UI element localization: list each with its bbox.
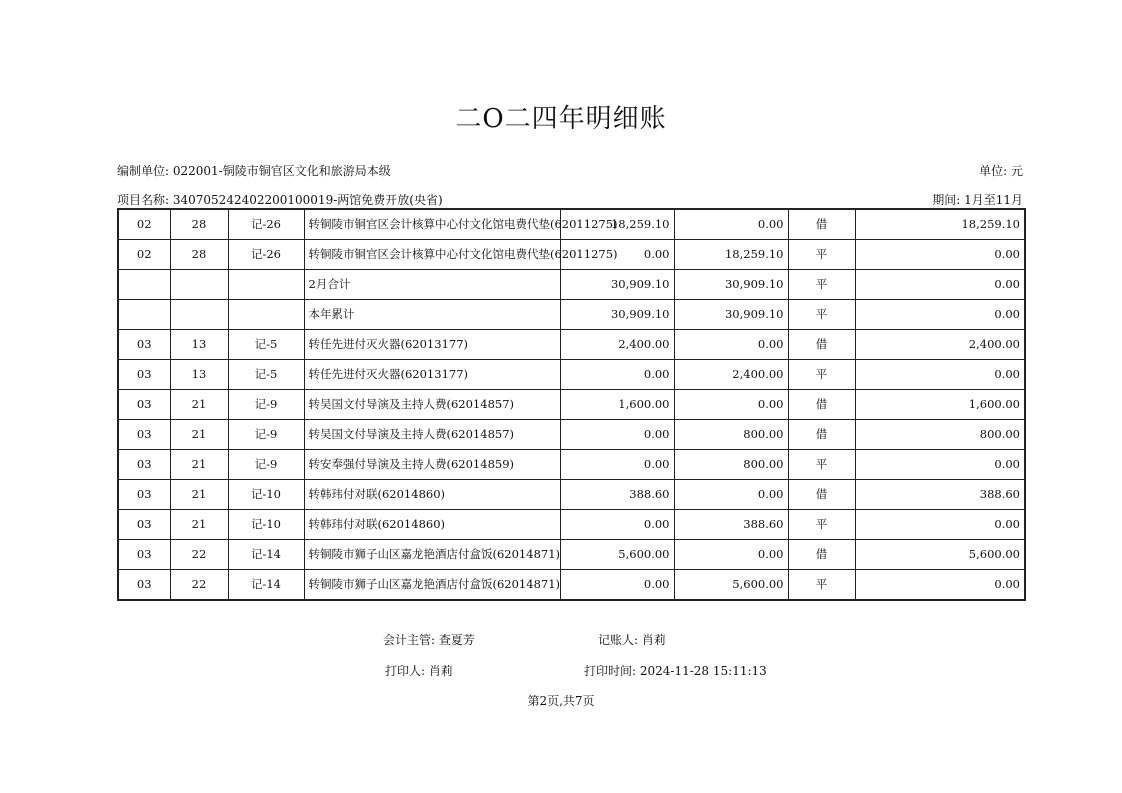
debit-cell: 0.00 xyxy=(560,570,674,601)
table-row xyxy=(118,420,1025,450)
ledger-body xyxy=(118,209,1025,600)
direction-cell: 借 xyxy=(788,209,855,240)
month-cell: 02 xyxy=(118,240,170,270)
debit-cell: 30,909.10 xyxy=(560,270,674,300)
credit-cell: 0.00 xyxy=(674,330,788,360)
print-time-label: 打印时间: xyxy=(584,664,637,678)
month-cell: 03 xyxy=(118,390,170,420)
table-row xyxy=(118,330,1025,360)
direction-cell: 借 xyxy=(788,480,855,510)
direction-cell: 平 xyxy=(788,300,855,330)
credit-cell: 2,400.00 xyxy=(674,360,788,390)
credit-cell: 0.00 xyxy=(674,540,788,570)
balance-cell: 0.00 xyxy=(855,510,1025,540)
summary-cell: 转铜陵市狮子山区嘉龙艳酒店付盒饭(62014871) xyxy=(304,540,560,570)
direction-cell: 借 xyxy=(788,330,855,360)
summary-cell: 转吴国文付导演及主持人费(62014857) xyxy=(304,420,560,450)
balance-cell: 0.00 xyxy=(855,570,1025,601)
debit-cell: 1,600.00 xyxy=(560,390,674,420)
period-field xyxy=(932,191,1023,208)
month-cell: 03 xyxy=(118,360,170,390)
month-cell: 03 xyxy=(118,570,170,601)
debit-cell: 5,600.00 xyxy=(560,540,674,570)
credit-cell: 800.00 xyxy=(674,420,788,450)
voucher-cell: 记-5 xyxy=(228,360,304,390)
bookkeeper-field xyxy=(598,631,666,648)
debit-cell: 0.00 xyxy=(560,450,674,480)
voucher-cell: 记-26 xyxy=(228,240,304,270)
table-row xyxy=(118,209,1025,240)
bookkeeper-label: 记账人: xyxy=(598,633,639,647)
page-number: 第2页,共7页 xyxy=(527,694,595,708)
table-row xyxy=(118,480,1025,510)
period-value: 1月至11月 xyxy=(964,193,1023,207)
debit-cell: 0.00 xyxy=(560,510,674,540)
summary-cell: 转铜陵市铜官区会计核算中心付文化馆电费代垫(62011275) xyxy=(304,240,560,270)
credit-cell: 18,259.10 xyxy=(674,240,788,270)
print-time-value: 2024-11-28 15:11:13 xyxy=(639,664,767,678)
table-row xyxy=(118,570,1025,601)
day-cell: 13 xyxy=(170,360,228,390)
table-row xyxy=(118,450,1025,480)
credit-cell: 0.00 xyxy=(674,390,788,420)
balance-cell: 5,600.00 xyxy=(855,540,1025,570)
header-meta-project xyxy=(117,191,1023,208)
balance-cell: 2,400.00 xyxy=(855,330,1025,360)
summary-cell: 本年累计 xyxy=(304,300,560,330)
printer-value: 肖莉 xyxy=(428,664,453,678)
debit-cell: 388.60 xyxy=(560,480,674,510)
day-cell: 13 xyxy=(170,330,228,360)
debit-cell: 2,400.00 xyxy=(560,330,674,360)
month-cell: 03 xyxy=(118,450,170,480)
supervisor-label: 会计主管: xyxy=(383,633,436,647)
table-row xyxy=(118,300,1025,330)
direction-cell: 借 xyxy=(788,540,855,570)
credit-cell: 30,909.10 xyxy=(674,300,788,330)
voucher-cell: 记-14 xyxy=(228,570,304,601)
table-row xyxy=(118,510,1025,540)
supervisor-field xyxy=(383,631,475,648)
summary-cell: 2月合计 xyxy=(304,270,560,300)
table-row xyxy=(118,540,1025,570)
voucher-cell: 记-9 xyxy=(228,390,304,420)
month-cell xyxy=(118,270,170,300)
organization-field xyxy=(117,162,391,179)
ledger-table xyxy=(117,208,1026,601)
direction-cell: 平 xyxy=(788,240,855,270)
balance-cell: 800.00 xyxy=(855,420,1025,450)
balance-cell: 18,259.10 xyxy=(855,209,1025,240)
balance-cell: 0.00 xyxy=(855,450,1025,480)
credit-cell: 30,909.10 xyxy=(674,270,788,300)
page-title: 二O二四年明细账 xyxy=(455,104,667,134)
summary-cell: 转吴国文付导演及主持人费(62014857) xyxy=(304,390,560,420)
direction-cell: 借 xyxy=(788,390,855,420)
supervisor-value: 查夏芳 xyxy=(438,633,475,647)
project-field xyxy=(117,191,443,208)
table-row xyxy=(118,390,1025,420)
currency-field xyxy=(979,162,1023,179)
day-cell: 21 xyxy=(170,480,228,510)
voucher-cell: 记-10 xyxy=(228,480,304,510)
period-label: 期间: xyxy=(932,193,961,207)
voucher-cell xyxy=(228,300,304,330)
direction-cell: 平 xyxy=(788,510,855,540)
summary-cell: 转韩玮付对联(62014860) xyxy=(304,510,560,540)
summary-cell: 转安奉强付导演及主持人费(62014859) xyxy=(304,450,560,480)
debit-cell: 18,259.10 xyxy=(560,209,674,240)
debit-cell: 0.00 xyxy=(560,420,674,450)
project-label: 项目名称: xyxy=(117,193,170,207)
day-cell: 21 xyxy=(170,390,228,420)
voucher-cell: 记-14 xyxy=(228,540,304,570)
summary-cell: 转铜陵市狮子山区嘉龙艳酒店付盒饭(62014871) xyxy=(304,570,560,601)
voucher-cell: 记-26 xyxy=(228,209,304,240)
summary-cell: 转铜陵市铜官区会计核算中心付文化馆电费代垫(62011275) xyxy=(304,209,560,240)
month-cell xyxy=(118,300,170,330)
day-cell: 28 xyxy=(170,209,228,240)
bookkeeper-value: 肖莉 xyxy=(641,633,666,647)
direction-cell: 平 xyxy=(788,270,855,300)
project-value: 340705242402200100019-两馆免费开放(央省) xyxy=(172,193,443,207)
debit-cell: 0.00 xyxy=(560,360,674,390)
balance-cell: 0.00 xyxy=(855,300,1025,330)
credit-cell: 0.00 xyxy=(674,209,788,240)
table-row xyxy=(118,360,1025,390)
header-meta-unit xyxy=(117,162,1023,179)
day-cell: 22 xyxy=(170,540,228,570)
voucher-cell: 记-9 xyxy=(228,420,304,450)
currency-label: 单位: xyxy=(979,164,1008,178)
balance-cell: 0.00 xyxy=(855,270,1025,300)
month-cell: 03 xyxy=(118,540,170,570)
month-cell: 03 xyxy=(118,330,170,360)
balance-cell: 388.60 xyxy=(855,480,1025,510)
month-cell: 02 xyxy=(118,209,170,240)
month-cell: 03 xyxy=(118,510,170,540)
debit-cell: 30,909.10 xyxy=(560,300,674,330)
voucher-cell xyxy=(228,270,304,300)
organization-value: 022001-铜陵市铜官区文化和旅游局本级 xyxy=(172,164,391,178)
direction-cell: 平 xyxy=(788,360,855,390)
day-cell: 22 xyxy=(170,570,228,601)
organization-label: 编制单位: xyxy=(117,164,170,178)
month-cell: 03 xyxy=(118,480,170,510)
summary-cell: 转任先进付灭火器(62013177) xyxy=(304,330,560,360)
direction-cell: 平 xyxy=(788,450,855,480)
table-row xyxy=(118,270,1025,300)
printer-field xyxy=(385,662,453,679)
currency-value: 元 xyxy=(1010,164,1023,178)
day-cell: 21 xyxy=(170,420,228,450)
credit-cell: 0.00 xyxy=(674,480,788,510)
voucher-cell: 记-9 xyxy=(228,450,304,480)
day-cell xyxy=(170,270,228,300)
day-cell: 21 xyxy=(170,510,228,540)
balance-cell: 1,600.00 xyxy=(855,390,1025,420)
direction-cell: 借 xyxy=(788,420,855,450)
table-row xyxy=(118,240,1025,270)
summary-cell: 转韩玮付对联(62014860) xyxy=(304,480,560,510)
day-cell xyxy=(170,300,228,330)
printer-label: 打印人: xyxy=(385,664,426,678)
print-time-field xyxy=(584,662,767,679)
voucher-cell: 记-10 xyxy=(228,510,304,540)
summary-cell: 转任先进付灭火器(62013177) xyxy=(304,360,560,390)
balance-cell: 0.00 xyxy=(855,360,1025,390)
credit-cell: 388.60 xyxy=(674,510,788,540)
month-cell: 03 xyxy=(118,420,170,450)
direction-cell: 平 xyxy=(788,570,855,601)
day-cell: 28 xyxy=(170,240,228,270)
balance-cell: 0.00 xyxy=(855,240,1025,270)
debit-cell: 0.00 xyxy=(560,240,674,270)
voucher-cell: 记-5 xyxy=(228,330,304,360)
day-cell: 21 xyxy=(170,450,228,480)
credit-cell: 800.00 xyxy=(674,450,788,480)
credit-cell: 5,600.00 xyxy=(674,570,788,601)
